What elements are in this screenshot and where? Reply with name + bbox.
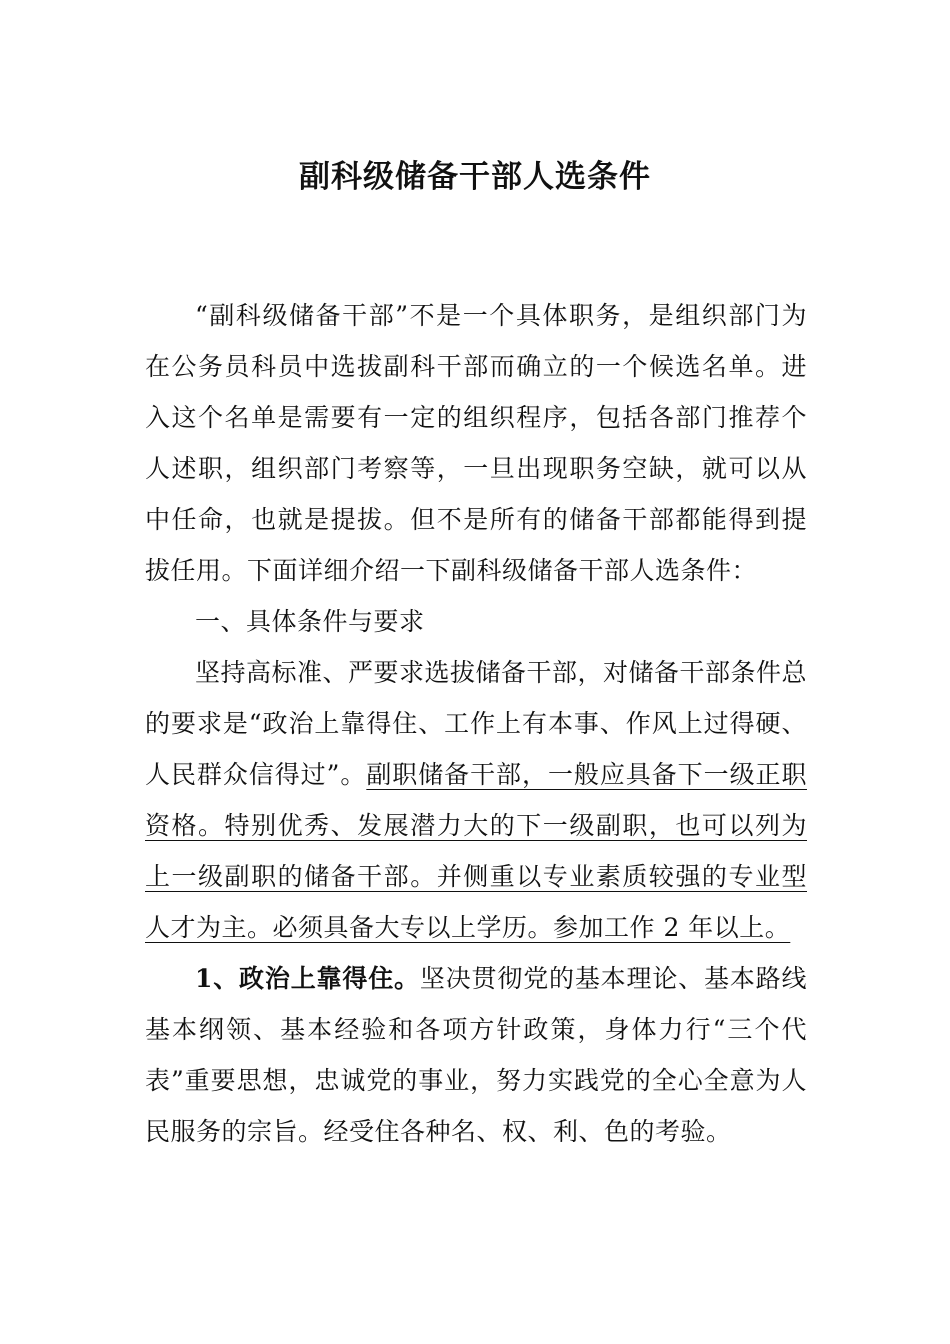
item-1-text: 坚决贯彻党的基本理论、基本路线基本纲领、基本经验和各项方针政策，身体力行“三个代表”重要思想，忠诚党的事业，努力实践党的全心全意为人民服务的宗旨。经受住各种名、权、利、色的考验。 (145, 964, 807, 1146)
item-1-heading: 1、政治上靠得住。 (195, 964, 420, 993)
intro-paragraph: “副科级储备干部”不是一个具体职务，是组织部门为在公务员科员中选拔副科干部而确立的一个候选名单。进入这个名单是需要有一定的组织程序，包括各部门推荐个人述职，组织部门考察等，一旦出现职务空缺，就可以从中任命，也就是提拔。但不是所有的储备干部都能得到提拔任用。下面详细介绍一下副科级储备干部人选条件： (145, 301, 807, 585)
requirements-plain-text: 坚持高标准、严要求选拔储备干部，对储备干部条件总的要求是“政治上靠得住、工作上有本事、作风上过得硬、人民群众信得过”。 (145, 658, 808, 789)
document-body (145, 290, 807, 1157)
requirements-underlined-text: 副职储备干部，一般应具备下一级正职资格。特别优秀、发展潜力大的下一级副职，也可以列为上一级副职的储备干部。并侧重以专业素质较强的专业型人才为主。必须具备大专以上学历。参加工作 2 年以上。 (145, 760, 807, 942)
item-1-paragraph (145, 953, 807, 1157)
requirements-paragraph (145, 647, 807, 953)
document-title: 副科级储备干部人选条件 (299, 159, 651, 195)
section-heading: 一、具体条件与要求 (195, 607, 425, 636)
